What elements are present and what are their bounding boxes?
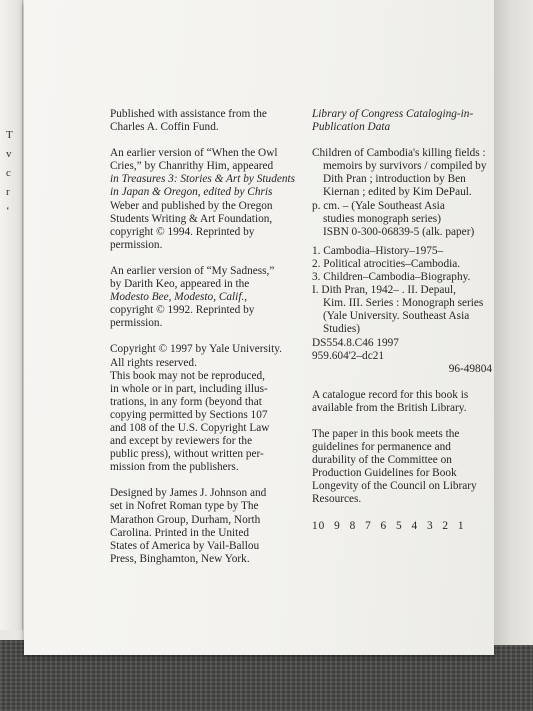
text-line: in Treasures 3: Stories & Art by Students	[110, 173, 296, 186]
text-line: States of America by Vail-Ballou	[110, 539, 260, 552]
right-page-edge	[494, 0, 533, 645]
right-column	[312, 108, 492, 533]
text-line: durability of the Committee on	[312, 454, 452, 467]
text-line: This book may not be reproduced,	[110, 369, 265, 382]
paper-note	[312, 428, 492, 507]
card-number: 96-49804	[448, 362, 492, 375]
text-line: in Japan & Oregon, edited by Chris	[110, 186, 273, 199]
printing-line: 10 9 8 7 6 5 4 3 2 1	[312, 519, 465, 532]
text-line: mission from the publishers.	[110, 461, 239, 474]
owl-credit	[110, 147, 296, 252]
cip-classification	[312, 337, 492, 363]
cip-title	[312, 108, 492, 134]
text-line: and 108 of the U.S. Copyright Law	[110, 421, 270, 434]
text-line: Modesto Bee, Modesto, Calif.,	[110, 291, 248, 304]
design-credit	[110, 487, 285, 566]
assistance-note	[110, 108, 285, 134]
text-line: copyright © 1994. Reprinted by	[110, 225, 255, 238]
text-line: Kiernan ; edited by Kim DePaul.	[323, 186, 472, 199]
left-page-edge	[0, 0, 23, 630]
cip-subjects	[312, 245, 492, 337]
text-line: Library of Congress Cataloging-in-	[312, 108, 474, 120]
text-line: I. Dith Pran, 1942– . II. Depaul,	[312, 284, 457, 297]
left-page-edge-letters	[6, 126, 20, 221]
text-line: available from the British Library.	[312, 401, 467, 414]
text-line: Students Writing & Art Foundation,	[110, 212, 273, 225]
text-line: guidelines for permanence and	[312, 441, 451, 454]
text-line: Marathon Group, Durham, North	[110, 513, 261, 526]
text-line: (Yale University. Southeast Asia	[323, 310, 470, 323]
copyright-notice	[110, 343, 285, 474]
text-line: p. cm. – (Yale Southeast Asia	[312, 199, 445, 212]
text-line: Kim. III. Series : Monograph series	[323, 297, 484, 310]
edge-letter: v	[6, 148, 12, 160]
left-column	[110, 108, 296, 579]
text-line: Copyright © 1997 by Yale University.	[110, 343, 282, 356]
text-line: studies monograph series)	[323, 212, 441, 225]
sadness-credit	[110, 265, 285, 330]
text-line: and except by reviewers for the	[110, 435, 253, 448]
text-line: copying permitted by Sections 107	[110, 408, 268, 421]
text-line: permission.	[110, 317, 163, 330]
edge-letter: ʻ	[6, 205, 10, 217]
text-line: Charles A. Coffin Fund.	[110, 121, 219, 134]
text-line: Weber and published by the Oregon	[110, 199, 273, 212]
text-line: Resources.	[312, 493, 362, 506]
text-line: copyright © 1992. Reprinted by	[110, 304, 255, 317]
text-line: set in Nofret Roman type by The	[110, 500, 259, 513]
british-library-note	[312, 389, 492, 415]
text-line: An earlier version of “My Sadness,”	[110, 264, 275, 277]
text-line: 3. Children–Cambodia–Biography.	[312, 271, 471, 284]
text-line: Dith Pran ; introduction by Ben	[323, 173, 466, 186]
text-line: 959.604'2–dc21	[312, 349, 385, 362]
cip-entry	[312, 147, 492, 239]
edge-letter: r	[6, 186, 10, 198]
text-line: in whole or in part, including illus-	[110, 382, 268, 395]
text-line: An earlier version of “When the Owl	[110, 147, 278, 160]
text-line: DS554.8.C46 1997	[312, 336, 399, 349]
text-line: Publication Data	[312, 121, 391, 134]
text-line: 1. Cambodia–History–1975–	[312, 244, 444, 257]
text-line: Children of Cambodia's killing fields :	[312, 147, 486, 160]
text-line: 2. Political atrocities–Cambodia.	[312, 257, 461, 270]
text-line: public press), without written per-	[110, 448, 264, 461]
text-line: Carolina. Printed in the United	[110, 526, 249, 539]
text-line: The paper in this book meets the	[312, 427, 460, 440]
text-line: Cries,” by Chanrithy Him, appeared	[110, 160, 274, 173]
text-line: Production Guidelines for Book	[312, 467, 457, 480]
edge-letter: T	[6, 129, 13, 141]
text-line: Published with assistance from the	[110, 108, 267, 120]
text-line: Press, Binghamton, New York.	[110, 552, 250, 565]
text-line: A catalogue record for this book is	[312, 388, 469, 401]
text-line: ISBN 0-300-06839-5 (alk. paper)	[323, 225, 475, 238]
text-line: by Darith Keo, appeared in the	[110, 278, 250, 291]
text-line: Studies)	[323, 323, 361, 336]
text-line: Longevity of the Council on Library	[312, 480, 477, 493]
text-line: permission.	[110, 238, 163, 251]
text-line: memoirs by survivors / compiled by	[323, 160, 487, 173]
text-line: Designed by James J. Johnson and	[110, 487, 267, 500]
text-line: trations, in any form (beyond that	[110, 395, 262, 408]
text-line: All rights reserved.	[110, 356, 197, 369]
edge-letter: c	[6, 167, 11, 179]
